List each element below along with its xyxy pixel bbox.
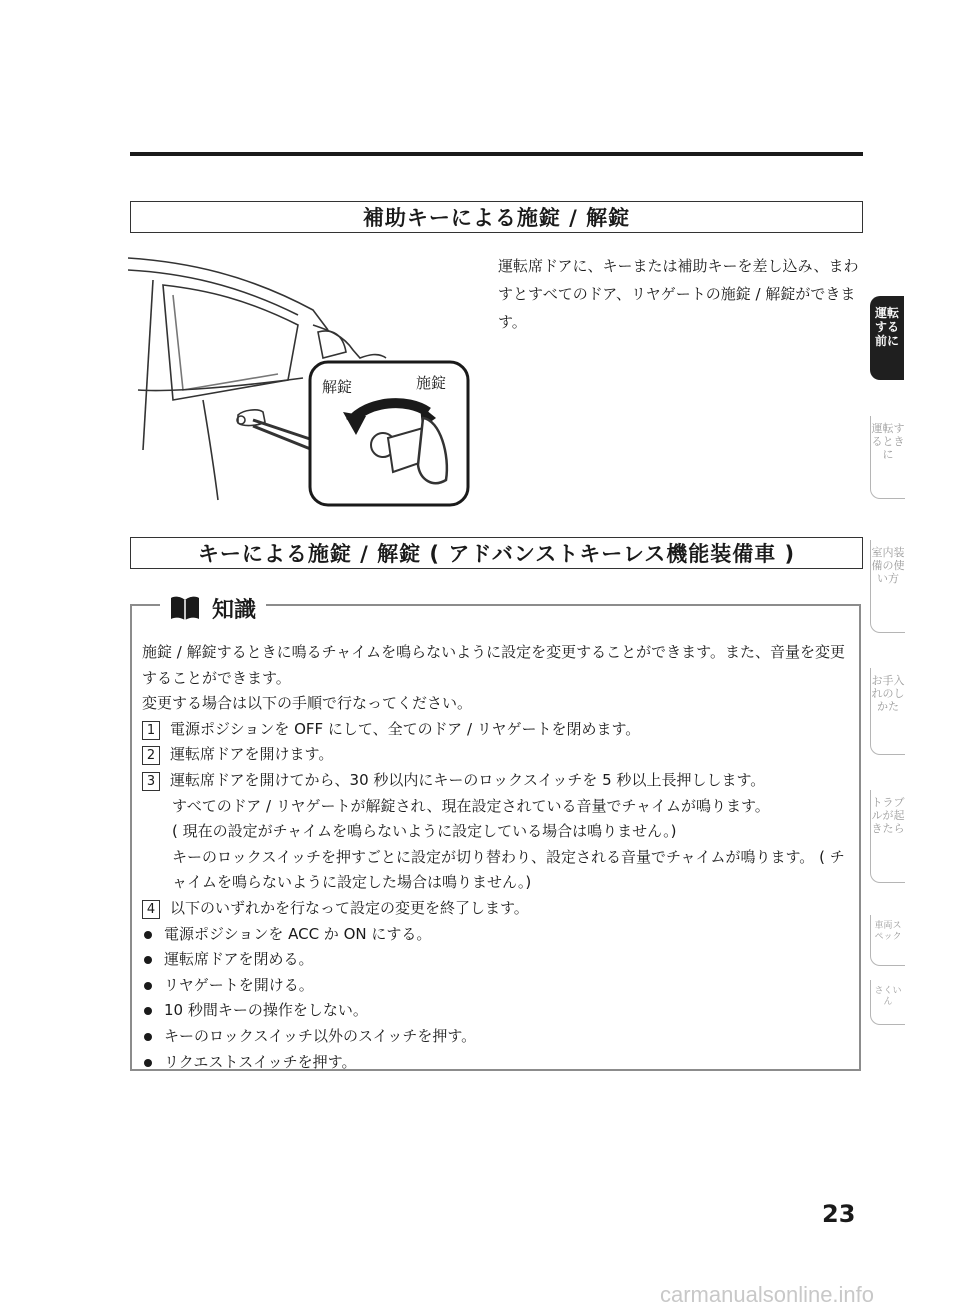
knowledge-para: 施錠 / 解錠するときに鳴るチャイムを鳴らないように設定を変更することができます。また、音量を変更することができます。 xyxy=(142,643,845,687)
roof-inner xyxy=(128,270,298,315)
bullet-icon xyxy=(144,982,152,990)
step-number: 3 xyxy=(142,772,160,791)
step-detail: ( 現在の設定がチャイムを鳴らないように設定している場合は鳴りません。) xyxy=(172,822,677,841)
bullet-text: 10 秒間キーの操作をしない。 xyxy=(164,1001,368,1020)
bullet-item xyxy=(142,947,858,973)
bullet-text: 運転席ドアを閉める。 xyxy=(164,950,314,969)
side-tab-label: さくいん xyxy=(874,986,902,1007)
side-tab-before-driving[interactable] xyxy=(870,296,904,380)
side-tab-specs[interactable] xyxy=(870,915,905,966)
knowledge-heading xyxy=(160,590,266,626)
side-tab-label: 室内装備の使い方 xyxy=(871,546,905,585)
step-3 xyxy=(142,768,858,794)
watermark: carmanualsonline.info xyxy=(660,1282,875,1307)
bullet-item xyxy=(142,922,858,948)
bullet-icon xyxy=(144,1033,152,1041)
step-detail: すべてのドア / リヤゲートが解錠され、現在設定されている音量でチャイムが鳴ります。 xyxy=(172,796,770,815)
step-2 xyxy=(142,742,858,768)
knowledge-title: 知識 xyxy=(212,597,257,623)
side-tab-label: 運転するときに xyxy=(871,422,905,461)
roof-line xyxy=(128,258,328,330)
section-title-sub-key xyxy=(130,201,863,233)
side-tab-label: お手入れのしかた xyxy=(871,674,905,713)
step-4 xyxy=(142,896,858,922)
bullet-text: リクエストスイッチを押す。 xyxy=(164,1052,357,1071)
bullet-icon xyxy=(144,956,152,964)
knowledge-body xyxy=(142,640,858,1075)
bullet-item xyxy=(142,973,858,999)
side-tab-interior[interactable] xyxy=(870,540,905,633)
step-text: 以下のいずれかを行なって設定の変更を終了します。 xyxy=(170,898,529,917)
step-number: 4 xyxy=(142,900,160,919)
section-title-keyless xyxy=(130,537,863,569)
step-number: 1 xyxy=(142,721,160,740)
step-detail: キーのロックスイッチを押すごとに設定が切り替わり、設定される音量でチャイムが鳴ります。 ( チャイムを鳴らないように設定した場合は鳴りません。) xyxy=(172,847,845,892)
side-tab-trouble[interactable] xyxy=(870,790,905,883)
step-text: 運転席ドアを開けてから、30 秒以内にキーのロックスイッチを 5 秒以上長押しします。 xyxy=(170,770,766,789)
side-tab-label: 車両スペック xyxy=(874,921,902,942)
section-title-text: キーによる施錠 / 解錠 ( アドバンストキーレス機能装備車 ) xyxy=(197,542,796,566)
step-number: 2 xyxy=(142,746,160,765)
unlock-label: 解錠 xyxy=(322,378,353,396)
step-text: 運転席ドアを開けます。 xyxy=(170,745,334,764)
side-tab-index[interactable] xyxy=(870,980,905,1025)
bullet-item xyxy=(142,1050,858,1076)
book-icon xyxy=(170,595,200,621)
side-tab-care[interactable] xyxy=(870,668,905,755)
bullet-item xyxy=(142,998,858,1024)
step-text: 電源ポジションを OFF にして、全てのドア / リヤゲートを閉めます。 xyxy=(170,719,641,738)
bullet-text: リヤゲートを開ける。 xyxy=(164,975,314,994)
page-number: 23 xyxy=(822,1200,856,1228)
step-1 xyxy=(142,717,858,743)
bullet-icon xyxy=(144,1059,152,1067)
side-tab-label: トラブルが起きたら xyxy=(871,796,905,835)
bullet-item xyxy=(142,1024,858,1050)
mirror xyxy=(313,325,386,358)
intro-text: 運転席ドアに、キーまたは補助キーを差し込み、まわすとすべてのドア、リヤゲートの施錠 / 解錠ができます。 xyxy=(498,257,859,331)
bullet-icon xyxy=(144,1007,152,1015)
bullet-text: キーのロックスイッチ以外のスイッチを押す。 xyxy=(164,1026,477,1045)
top-rule xyxy=(130,152,863,156)
lock-label: 施錠 xyxy=(416,374,447,392)
section-title-text: 補助キーによる施錠 / 解錠 xyxy=(362,206,631,230)
bullet-icon xyxy=(144,931,152,939)
side-tab-label: 運転する前に xyxy=(874,306,899,348)
side-tab-while-driving[interactable] xyxy=(870,416,905,499)
knowledge-para: 変更する場合は以下の手順で行なってください。 xyxy=(142,694,473,713)
bullet-text: 電源ポジションを ACC か ON にする。 xyxy=(164,924,432,943)
